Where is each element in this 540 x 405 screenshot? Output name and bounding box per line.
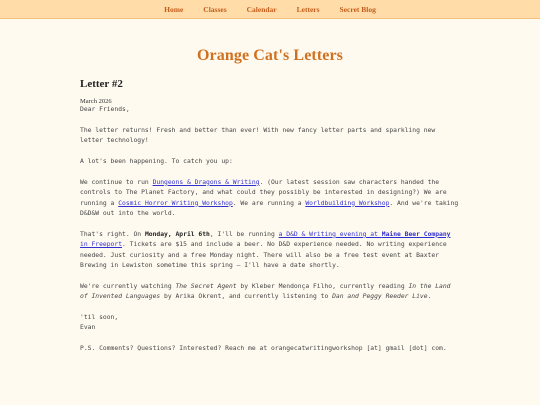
letter-date: March 2026: [80, 98, 112, 105]
main-content: [80, 47, 460, 355]
letter-title: Letter #2: [80, 78, 123, 90]
signoff-block: [80, 313, 460, 334]
signature: Evan: [80, 324, 96, 332]
nav-classes[interactable]: Classes: [203, 4, 227, 14]
signoff: 'til soon,: [80, 314, 119, 322]
paragraph-catchup: A lot's been happening. To catch you up:: [80, 158, 233, 165]
event-date: Monday, April 6th: [144, 230, 210, 238]
nav-secret-blog[interactable]: Secret Blog: [339, 4, 376, 14]
nav-calendar[interactable]: Calendar: [246, 4, 277, 14]
postscript: P.S. Comments? Questions? Interested? Reach me at orangecatwritingworkshop [at] gmail [dot] com.: [80, 345, 447, 353]
site-title: Orange Cat's Letters: [197, 47, 343, 64]
paragraph-workshops: We continue to run Dungeons & Dragons & Writing. (Our latest session saw characters handed the controls to The Planet Factory, and what could they possibly be interested in designing?) We are running a Cosmic Horror Writing Workshop. We are running a Worldbuilding Workshop. And we're taking D&D&W out into the world.: [80, 178, 459, 218]
link-cosmic-horror[interactable]: Cosmic Horror Writing Workshop: [118, 199, 233, 207]
top-nav: [0, 0, 540, 19]
link-worldbuilding[interactable]: Worldbuilding Workshop: [305, 199, 390, 207]
letter-body: [80, 105, 460, 355]
greeting: Dear Friends,: [80, 106, 130, 113]
nav-home[interactable]: Home: [164, 4, 184, 14]
link-maine-beer-event[interactable]: a D&D & Writing evening at Maine Beer Company in Freeport: [80, 230, 451, 249]
paragraph-event: That's right. On Monday, April 6th, I'll be running a D&D & Writing evening at Maine Beer Company in Freeport. Tickets are $15 and include a beer. No D&D experience needed. No writing experience needed. Just curiosity and a free Monday night. There will also be a free test event at Baxter Brewing in Lewiston sometime this spring — I'll have a date shortly.: [80, 230, 451, 270]
paragraph-intro: The letter returns! Fresh and better than ever! With new fancy letter parts and sparkling new letter technology!: [80, 126, 436, 145]
link-dnd-writing[interactable]: Dungeons & Dragons & Writing: [152, 178, 260, 186]
paragraph-media: We're currently watching The Secret Agent by Kleber Mendonça Filho, currently reading In the Land of Invented Languages by Arika Okrent, and currently listening to Dan and Peggy Reeder Live.: [80, 282, 451, 301]
nav-letters[interactable]: Letters: [296, 4, 320, 14]
